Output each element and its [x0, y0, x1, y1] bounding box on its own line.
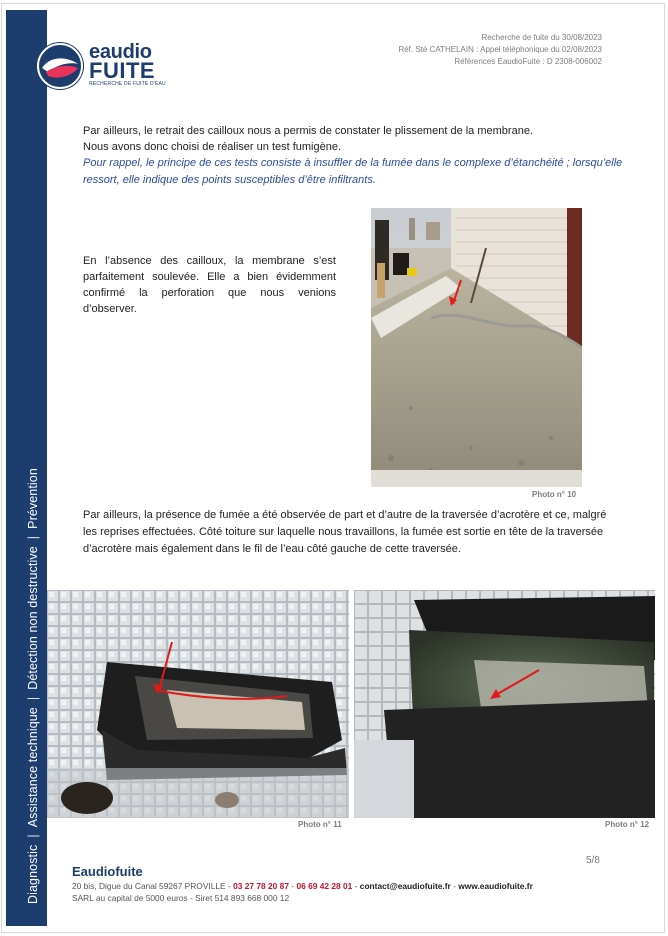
photo-12-caption: Photo n° 12 [605, 820, 650, 829]
footer-email-link[interactable]: contact@eaudiofuite.fr [359, 881, 451, 891]
paragraph-reminder: Pour rappel, le principe de ces tests consiste à insuffler de la fumée dans le complexe d’étanchéité ; lorsqu’elle ressort, elle indique des points susceptibles d’être infiltrants. [83, 157, 623, 186]
header-reference [398, 32, 602, 68]
sidebar-item-detection: Détection non destructive [26, 546, 40, 690]
footer-separator: - [288, 881, 297, 891]
footer-separator: - [352, 881, 360, 891]
photo-11 [47, 590, 349, 818]
header-line-date: Recherche de fuite du 30/08/2023 [481, 33, 602, 42]
company-logo [36, 42, 176, 92]
footer-contact-line [72, 881, 533, 891]
sidebar-item-diagnostic: Diagnostic [26, 844, 40, 904]
sidebar-separator: | [26, 535, 40, 540]
photo-11-caption: Photo n° 11 [298, 820, 342, 829]
sidebar-item-prevention: Prévention [26, 468, 40, 529]
paragraph-intro-line1: Par ailleurs, le retrait des cailloux nous a permis de constater le plissement de la membrane. [83, 125, 533, 137]
logo-emblem-icon [36, 42, 84, 90]
page-number: 5/8 [586, 855, 600, 866]
sidebar-separator: | [26, 696, 40, 701]
footer-phone-1[interactable]: 03 27 78 20 87 [233, 881, 289, 891]
logo-brand-top: eaudio [89, 41, 152, 63]
footer-website-link[interactable]: www.eaudiofuite.fr [458, 881, 533, 891]
footer-legal: SARL au capital de 5000 euros - Siret 514 893 668 000 12 [72, 893, 290, 903]
footer-phone-2[interactable]: 06 69 42 28 01 [296, 881, 353, 891]
paragraph-smoke: Par ailleurs, la présence de fumée a été observée de part et d’autre de la traversée d’acrotère et ce, malgré les reprises effectuées. Côté toiture sur laquelle nous travaillons, la fumée est sortie en tête de la traversée d’acrotère mais également dans le fil de l’eau côté gauche de cette traversée. [83, 509, 607, 555]
footer-separator: - [450, 881, 459, 891]
paragraph-intro-line2: Nous avons donc choisi de réaliser un test fumigène. [83, 141, 342, 153]
header-line-ref: Réf. Sté CATHELAIN : Appel téléphonique du 02/08/2023 [398, 45, 602, 54]
paragraph-membrane: En l’absence des cailloux, la membrane s’est parfaitement soulevée. Elle a bien évidemment confirmé la perforation que nous venions d’observer. [83, 255, 336, 315]
photo-12 [354, 590, 655, 818]
sidebar-item-assistance: Assistance technique [26, 707, 40, 828]
footer-brand: Eaudiofuite [72, 864, 143, 879]
header-line-internal-ref: Références EaudioFuite : D 2308-006002 [454, 57, 602, 66]
logo-tagline: RECHERCHE DE FUITE D'EAU [89, 81, 166, 87]
sidebar-separator: | [26, 834, 40, 838]
paragraph-intro [83, 123, 613, 155]
footer-address: 20 bis, Digue du Canal 59267 PROVILLE - [72, 881, 234, 891]
sidebar-services [26, 464, 40, 904]
photo-10 [371, 208, 582, 487]
photo-10-caption: Photo n° 10 [532, 490, 577, 499]
logo-brand-bottom: FUITE [89, 58, 156, 83]
